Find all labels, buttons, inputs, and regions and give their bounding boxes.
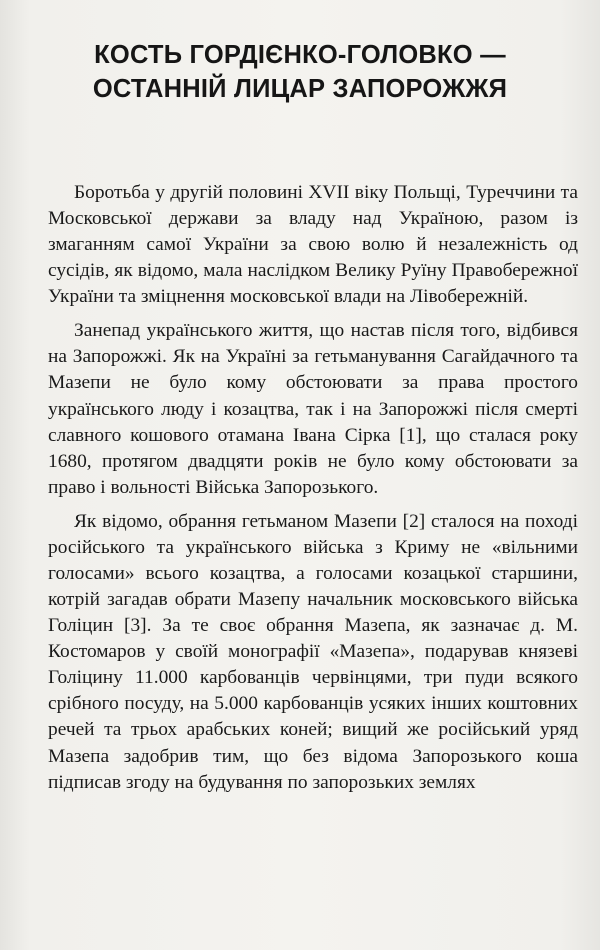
chapter-body	[48, 180, 578, 804]
chapter-title	[0, 38, 600, 106]
paragraph-1: Боротьба у другій половині XVII віку Польщі, Туреччини та Московської держави за владу над Україною, разом із змаганням самої України за свою волю й незалежність од сусідів, як відомо, мала наслідком Велику Руїну Правобережної України та зміцнення московської влади на Лівобережній.	[48, 182, 578, 308]
paragraph-2: Занепад українського життя, що настав після того, відбився на Запорожжі. Як на Україні за гетьманування Сагайдачного та Мазепи не було кому обстоювати за права простого українського люду і козацтва, так і на Запорожжі після смерті славного кошового отамана Івана Сірка [1], що сталася року 1680, протягом двадцяти років не було кому обстоювати за право і вольності Війська Запорозького.	[48, 320, 578, 498]
chapter-title-line-1: КОСТЬ ГОРДІЄНКО-ГОЛОВКО —	[94, 41, 506, 69]
paragraph-3: Як відомо, обрання гетьманом Мазепи [2] сталося на поході російського та українського війська з Криму не «вільними голосами» всього козацтва, а голосами козацької старшини, котрій загадав обрати Мазепу начальник московського війська Голіцин [3]. За те своє обрання Мазепа, як зазначає д. М. Костомаров у своїй монографії «Мазепа», подарував князеві Голіцину 11.000 карбованців червінцями, три пуди всякого срібного посуду, на 5.000 карбованців усяких інших коштовних речей та трьох арабських коней; вищий же російський уряд Мазепа задобрив тим, що без відома Запорозького коша підписав згоду на будування по запорозьких землях	[48, 510, 578, 793]
chapter-title-line-2: ОСТАННІЙ ЛИЦАР ЗАПОРОЖЖЯ	[92, 75, 508, 103]
